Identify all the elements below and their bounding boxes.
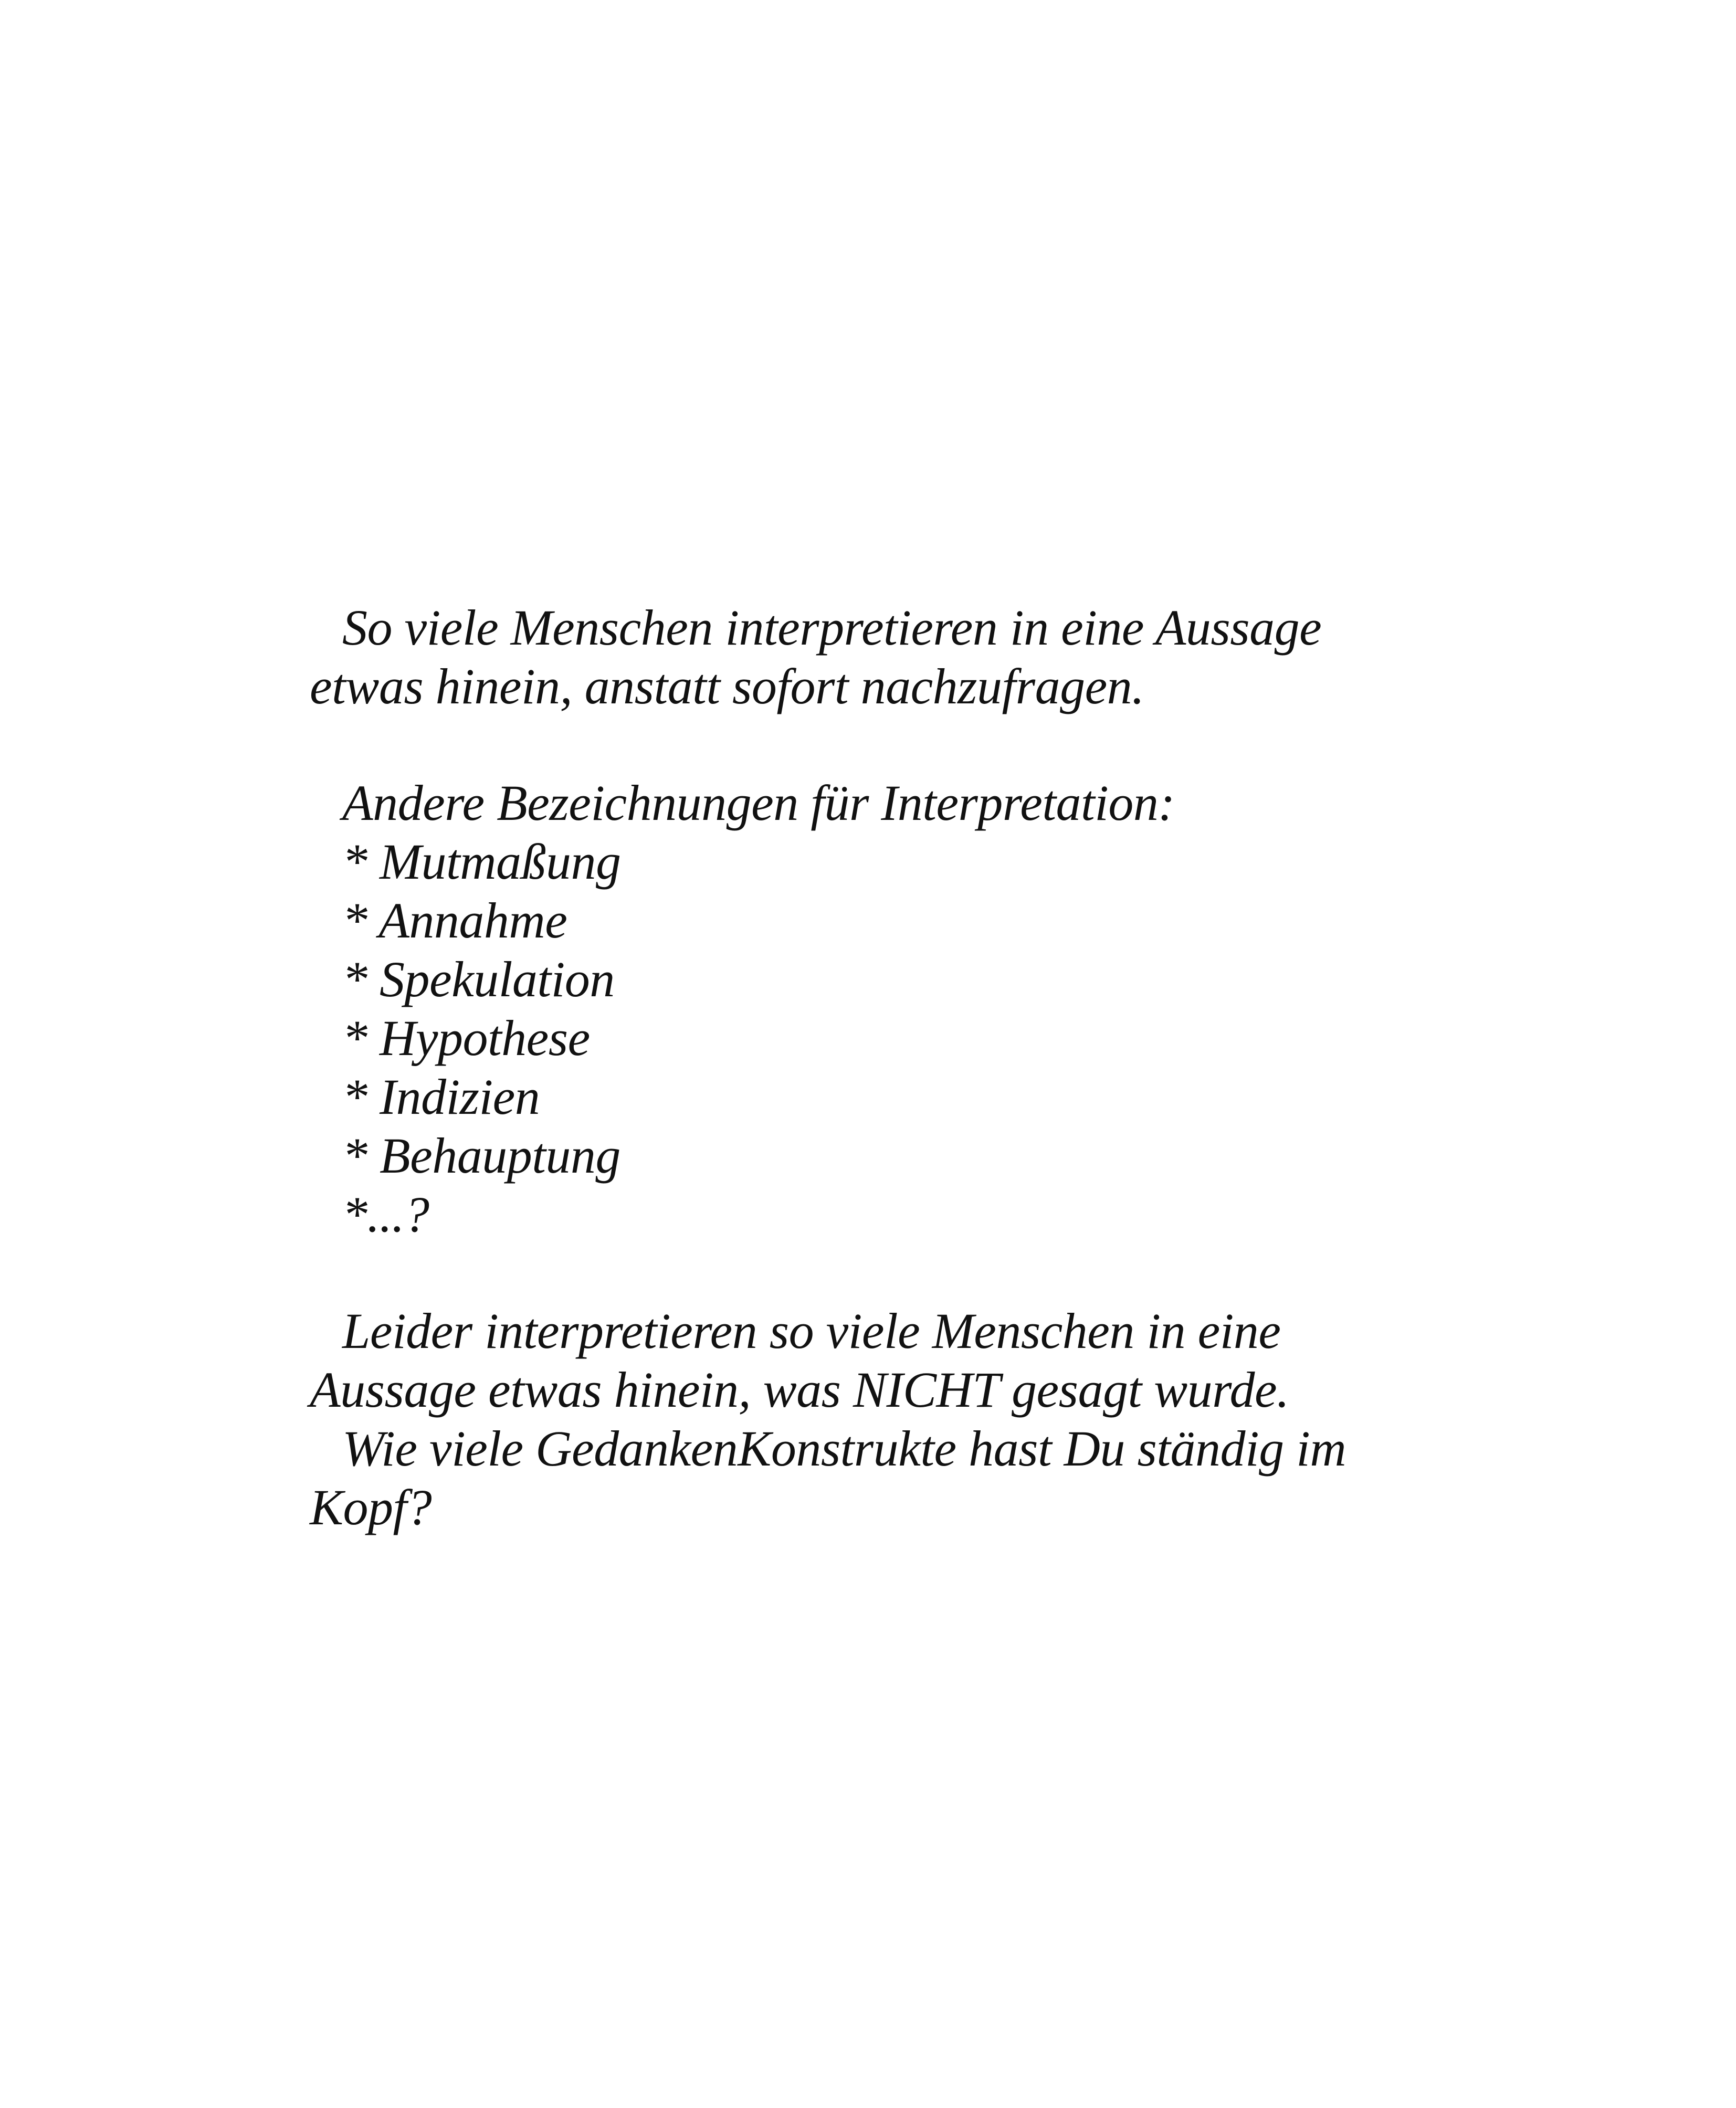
- list-item: * Behauptung: [342, 1127, 620, 1184]
- paragraph-1-line-2: etwas hinein, anstatt sofort nachzufragen.: [310, 658, 1144, 714]
- list-item: * Hypothese: [342, 1010, 590, 1066]
- list-item: * Spekulation: [342, 951, 615, 1007]
- paragraph-gap: [310, 1244, 1465, 1302]
- list-item: * Annahme: [342, 892, 567, 948]
- paragraph-1-line-1: So viele Menschen interpretieren in eine Aussage: [342, 599, 1322, 656]
- list-item: * Indizien: [342, 1069, 540, 1125]
- paragraph-2-line-4: Kopf?: [310, 1479, 432, 1535]
- list-item: *...?: [342, 1186, 429, 1242]
- paragraph-2-line-2: Aussage etwas hinein, was NICHT gesagt wurde.: [310, 1362, 1289, 1418]
- list-item: * Mutmaßung: [342, 834, 621, 890]
- body-text: [310, 598, 1465, 1537]
- paragraph-2-line-3: Wie viele GedankenKonstrukte hast Du ständig im: [342, 1420, 1346, 1477]
- list-heading: Andere Bezeichnungen für Interpretation:: [342, 775, 1175, 831]
- paragraph-gap: [310, 716, 1465, 774]
- paragraph-2-line-1: Leider interpretieren so viele Menschen in eine: [342, 1303, 1281, 1359]
